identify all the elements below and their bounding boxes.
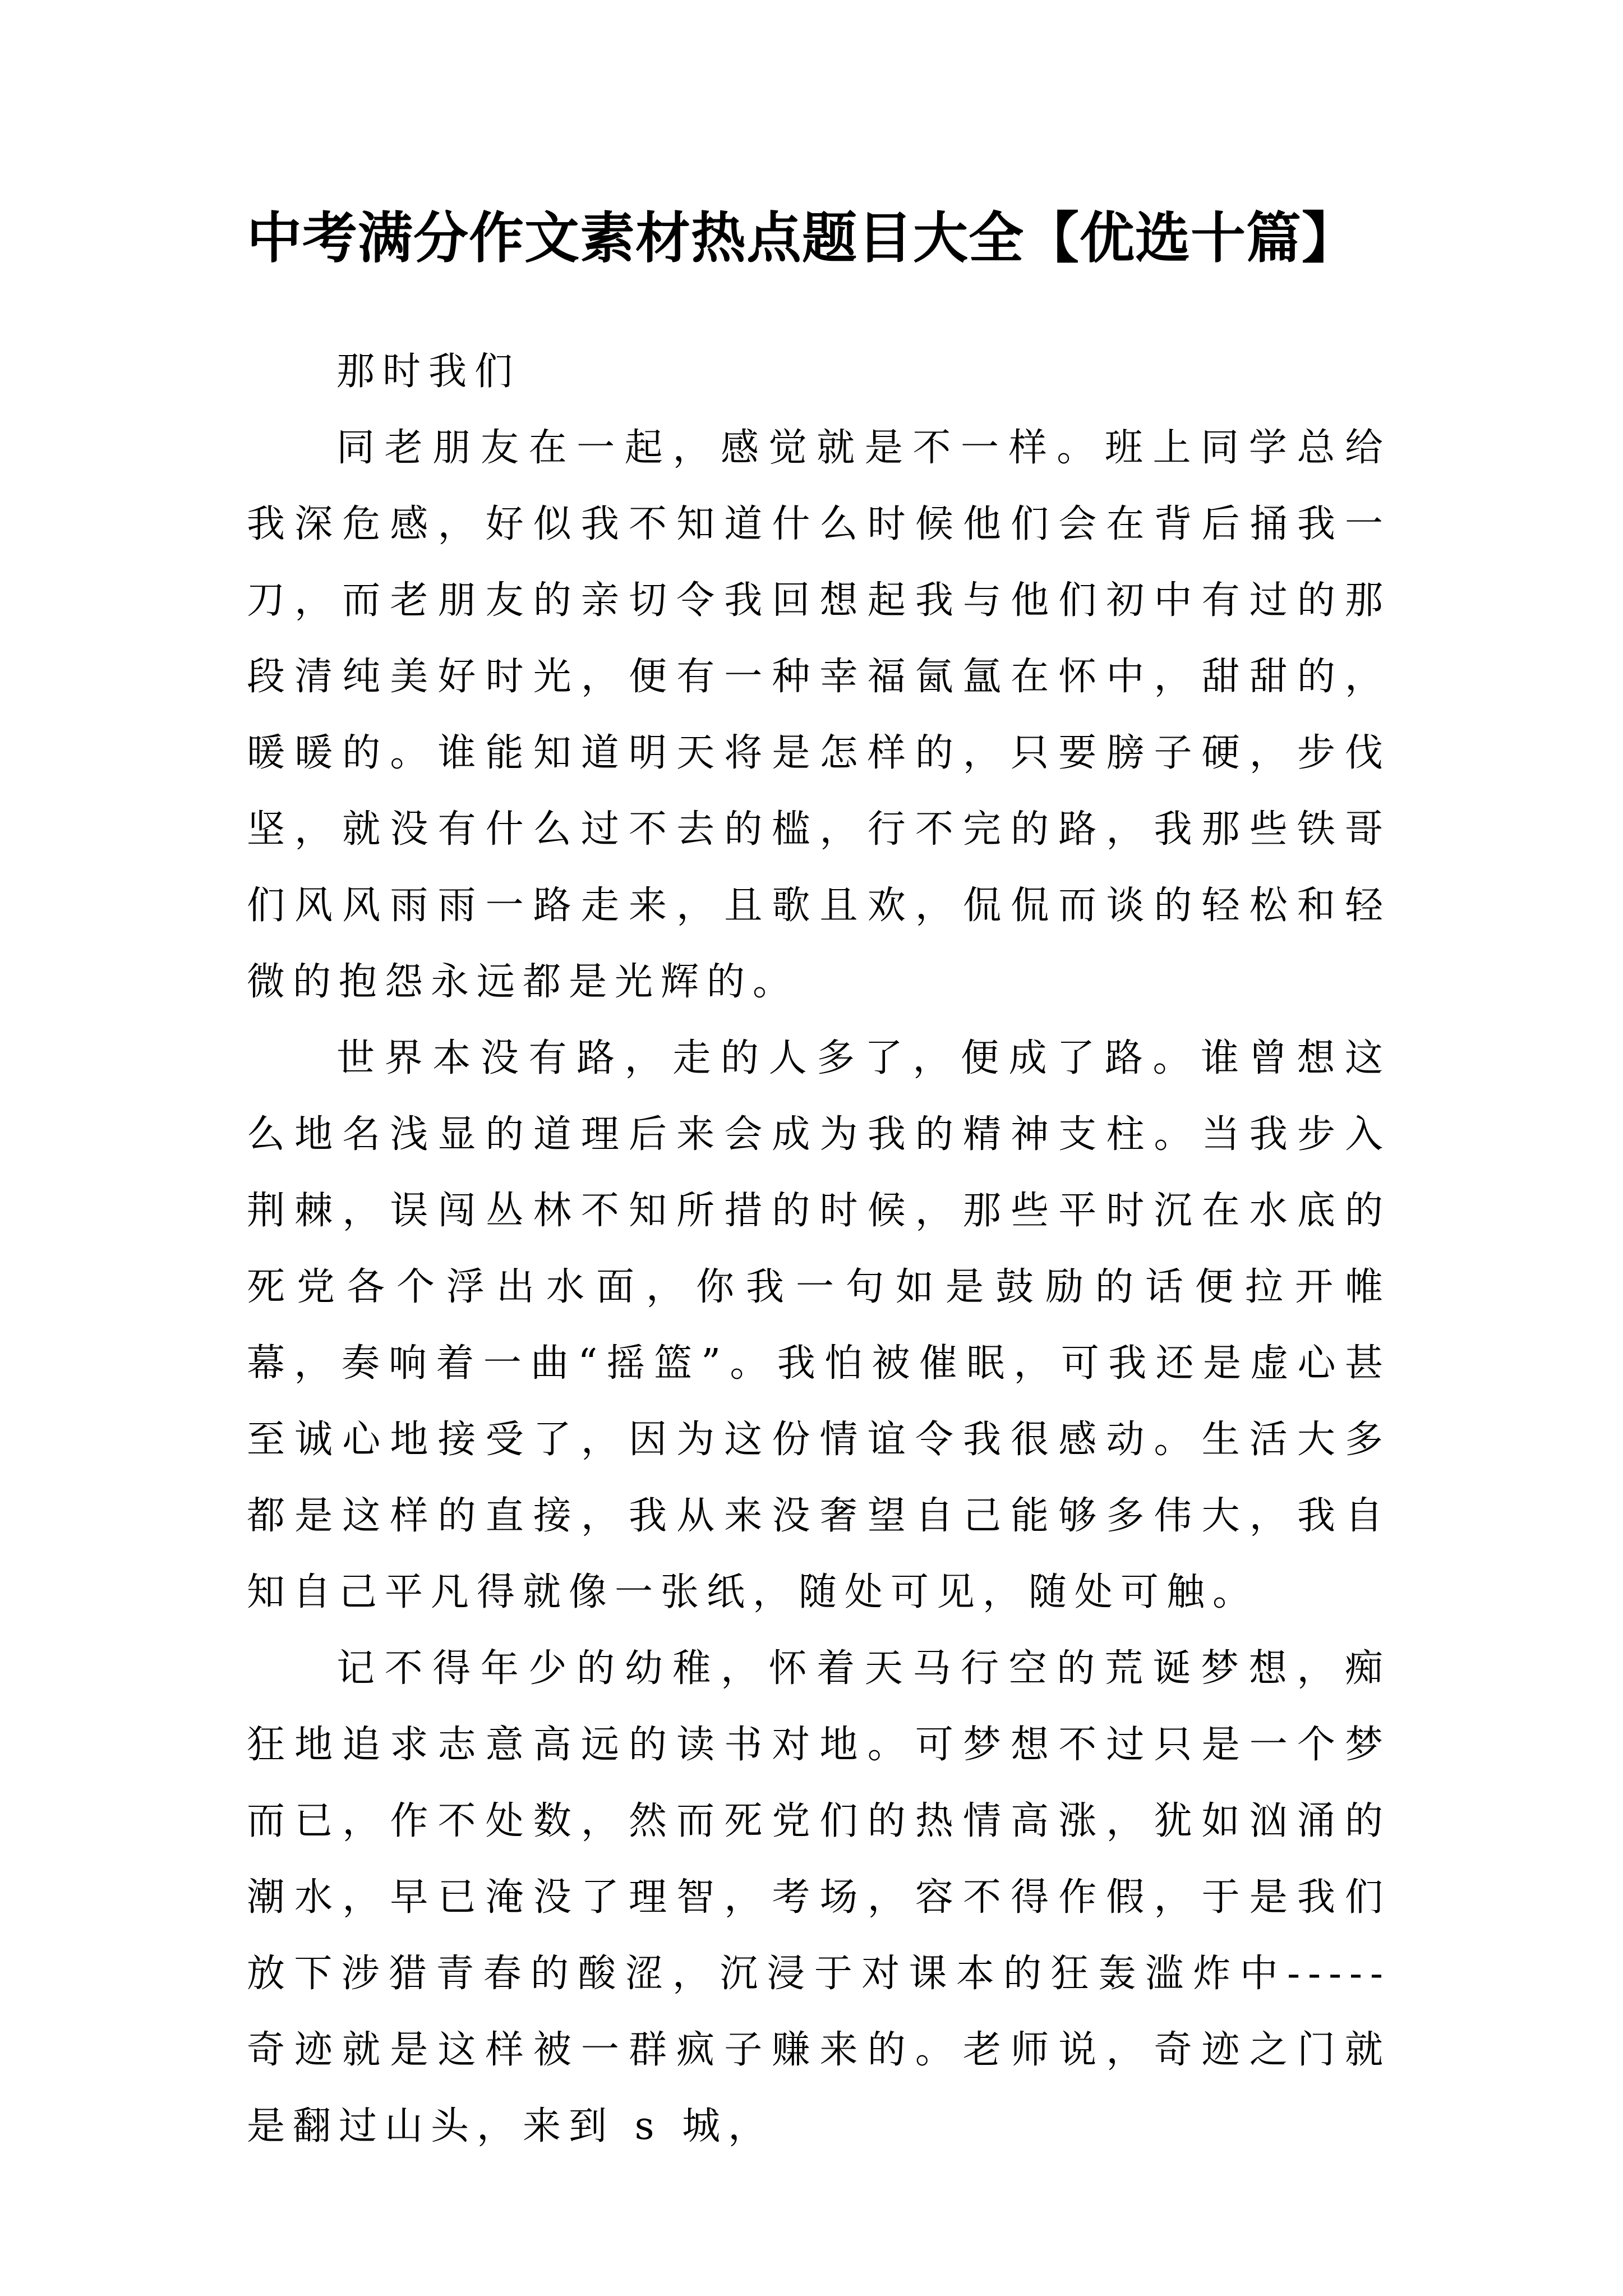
paragraph-1: 同老朋友在一起，感觉就是不一样。班上同学总给我深危感，好似我不知道什么时候他们会在背后捅我一刀，而老朋友的亲切令我回想起我与他们初中有过的那段清纯美好时光，便有一种幸福氤氲在怀中，甜甜的，暖暖的。谁能知道明天将是怎样的，只要膀子硬，步伐坚，就没有什么过不去的槛，行不完的路，我那些铁哥们风风雨雨一路走来，且歌且欢，侃侃而谈的轻松和轻微的抱怨永远都是光辉的。 (247, 426, 1391, 1004)
section-heading: 那时我们 (336, 349, 521, 394)
document-title: 中考满分作文素材热点题目大全【优选十篇】 (247, 206, 1358, 270)
document-body (247, 334, 1391, 2165)
paragraph-2: 世界本没有路，走的人多了，便成了路。谁曾想这么地名浅显的道理后来会成为我的精神支柱。当我步入荆棘，误闯丛林不知所措的时候，那些平时沉在水底的死党各个浮出水面，你我一句如是鼓励的话便拉开帷幕，奏响着一曲“摇篮”。我怕被催眠，可我还是虚心甚至诚心地接受了，因为这份情谊令我很感动。生活大多都是这样的直接，我从来没奢望自己能够多伟大，我自知自己平凡得就像一张纸，随处可见，随处可触。 (247, 1036, 1391, 1614)
paragraph-3: 记不得年少的幼稚，怀着天马行空的荒诞梦想，痴狂地追求志意高远的读书对地。可梦想不过只是一个梦而已，作不处数，然而死党们的热情高涨，犹如汹涌的潮水，早已淹没了理智，考场，容不得作假，于是我们放下涉猎青春的酸涩，沉浸于对课本的狂轰滥炸中-----奇迹就是这样被一群疯子赚来的。老师说，奇迹之门就是翻过山头，来到 s 城， (247, 1646, 1391, 2148)
